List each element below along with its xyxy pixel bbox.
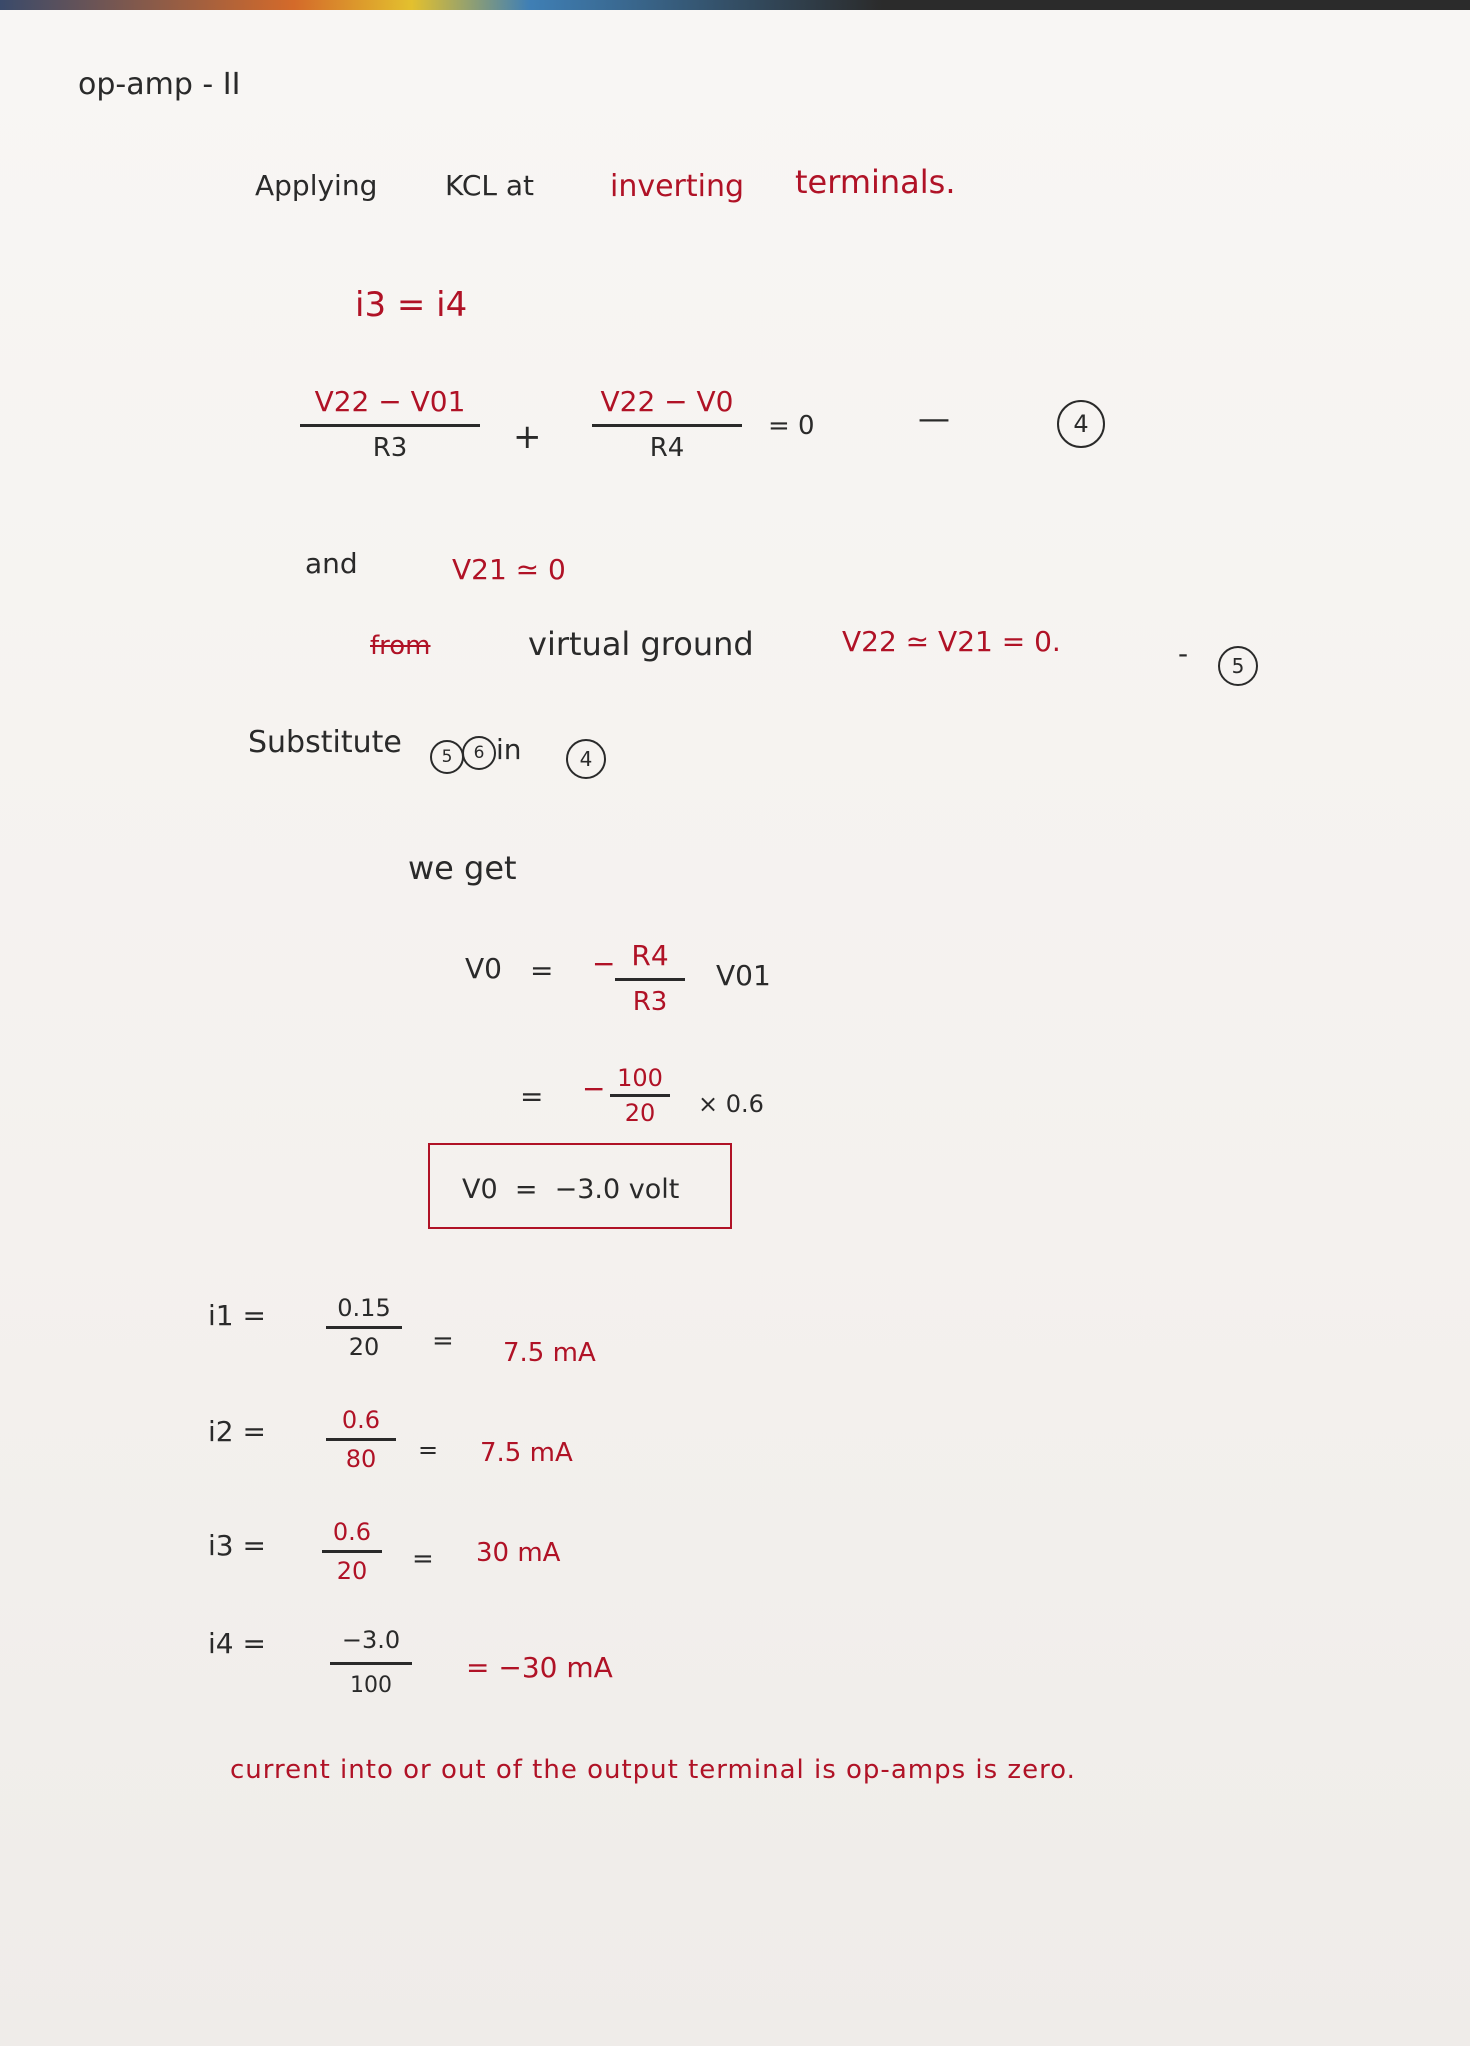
i1-fraction xyxy=(326,1296,402,1359)
substitute-ref-2: 6 xyxy=(462,736,496,770)
i2-numerator: 0.6 xyxy=(341,1406,381,1434)
i2-equals: = xyxy=(418,1436,439,1464)
i1-value: 7.5 mA xyxy=(503,1338,596,1368)
i2-fraction xyxy=(326,1408,396,1471)
and-word: and xyxy=(305,547,358,580)
equation-i3-i4: i3 = i4 xyxy=(355,285,468,325)
substitute-in: in xyxy=(496,733,522,766)
eq4-frac2-denominator: R4 xyxy=(649,433,685,463)
i1-label: i1 = xyxy=(208,1299,266,1332)
and-expression: V21 ≃ 0 xyxy=(452,553,566,586)
kcl-inverting: inverting xyxy=(610,169,745,204)
i3-equals: = xyxy=(412,1544,434,1574)
i4-value: = −30 mA xyxy=(466,1651,613,1684)
vo-result: V0 = −3.0 volt xyxy=(462,1174,680,1205)
vo-eq1-equals: = xyxy=(530,954,554,987)
kcl-at: KCL at xyxy=(445,169,535,202)
i4-numerator: −3.0 xyxy=(341,1626,401,1654)
eq4-label: 4 xyxy=(1057,400,1105,448)
we-get: we get xyxy=(408,849,517,887)
i3-value: 30 mA xyxy=(476,1538,561,1568)
i3-numerator: 0.6 xyxy=(332,1518,372,1546)
i4-fraction xyxy=(330,1628,412,1697)
i4-denominator: 100 xyxy=(350,1673,392,1698)
eq4-fraction-2 xyxy=(592,385,742,463)
eq4-frac1-numerator: V22 − V01 xyxy=(314,385,466,418)
eq4-rhs: = 0 xyxy=(768,411,815,441)
from-word: from xyxy=(370,631,431,661)
i1-denominator: 20 xyxy=(348,1333,380,1361)
eq4-fraction-1 xyxy=(300,385,480,463)
virtual-ground-expression: V22 ≃ V21 = 0. xyxy=(842,625,1061,658)
vo-eq1-lhs: V0 xyxy=(465,952,502,985)
vo-eq2-denominator: 20 xyxy=(624,1099,656,1127)
i1-numerator: 0.15 xyxy=(337,1294,391,1322)
substitute-ref-1: 5 xyxy=(430,740,464,774)
i1-equals: = xyxy=(432,1326,454,1356)
eq4-plus: + xyxy=(513,417,542,457)
vo-eq1-sign: − xyxy=(592,947,616,980)
eq4-dash: — xyxy=(918,399,950,437)
i2-value: 7.5 mA xyxy=(480,1438,573,1468)
vo-eq2-sign: − xyxy=(582,1072,606,1105)
vo-eq2-equals: = xyxy=(520,1080,544,1113)
i4-label: i4 = xyxy=(208,1627,266,1660)
vo-eq2-fraction xyxy=(610,1066,670,1125)
i3-label: i3 = xyxy=(208,1529,266,1562)
vo-eq1-numerator: R4 xyxy=(631,939,669,972)
substitute-word: Substitute xyxy=(248,725,402,760)
kcl-terminals: terminals. xyxy=(795,163,956,201)
vo-eq2-numerator: 100 xyxy=(617,1064,663,1092)
substitute-ref-3: 4 xyxy=(566,739,606,779)
i2-label: i2 = xyxy=(208,1415,266,1448)
page-title: op-amp - II xyxy=(78,67,241,102)
vo-eq2-multiplier: × 0.6 xyxy=(698,1090,764,1118)
vo-eq1-multiplier: V01 xyxy=(716,959,771,992)
conclusion-text: current into or out of the output terminal is op-amps is zero. xyxy=(230,1755,1076,1785)
i3-fraction xyxy=(322,1520,382,1583)
eq5-label: 5 xyxy=(1218,646,1258,686)
vo-eq1-fraction xyxy=(615,939,685,1017)
i3-denominator: 20 xyxy=(336,1557,368,1585)
eq4-frac2-numerator: V22 − V0 xyxy=(600,385,734,418)
eq4-frac1-denominator: R3 xyxy=(372,433,408,463)
vo-eq1-denominator: R3 xyxy=(632,987,668,1017)
i2-denominator: 80 xyxy=(345,1445,377,1473)
virtual-ground-text: virtual ground xyxy=(528,625,754,663)
eq5-dash: - xyxy=(1178,637,1189,670)
kcl-applying: Applying xyxy=(255,169,378,202)
photo-top-edge xyxy=(0,0,1470,10)
